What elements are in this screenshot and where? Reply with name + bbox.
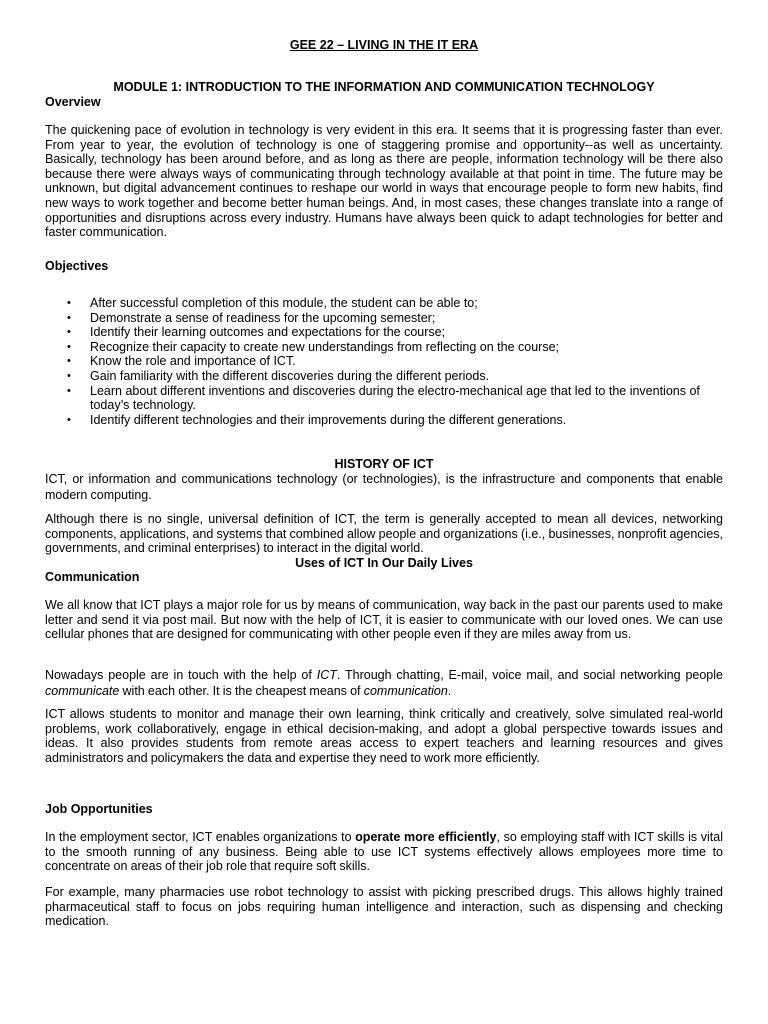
objective-item: • Identify their learning outcomes and expectations for the course; (45, 325, 723, 340)
overview-paragraph: The quickening pace of evolution in technology is very evident in this era. It seems that it is progressing faster than ever. From year to year, the evolution of technology is one of staggering promise and opportunity--as well as uncertainty. Basically, technology has been around before, and as long as there are people, information technology will be there also because there were always ways of communicating through technology available at that point in time. The future may be unknown, but digital advancement continues to reshape our world in ways that encourage people to form new habits, find new ways to work together and become better human beings. And, in most cases, these changes translate into a range of opportunities and disruptions across every industry. Humans have always been quick to adapt technologies for better and faster communication. (45, 123, 723, 240)
jobs-heading: Job Opportunities (45, 802, 153, 816)
communication-paragraph-2 (45, 667, 723, 699)
uses-heading: Uses of ICT In Our Daily Lives (295, 556, 473, 570)
jobs-body-2 (45, 885, 723, 929)
objectives-heading: Objectives (45, 259, 109, 273)
objective-item: • Demonstrate a sense of readiness for the upcoming semester; (45, 311, 723, 326)
emphasis-communicate: communicate (45, 684, 120, 698)
module-title: MODULE 1: INTRODUCTION TO THE INFORMATION AND COMMUNICATION TECHNOLOGY (113, 80, 655, 94)
history-paragraph-1: ICT, or information and communications technology (or technologies), is the infrastructure and components that enable modern computing. (45, 472, 723, 502)
communication-section (45, 570, 723, 584)
text-run: with each other. It is the cheapest means of (119, 684, 364, 698)
jobs-section (45, 802, 723, 816)
jobs-paragraph-2: For example, many pharmacies use robot technology to assist with picking prescribed drugs. This allows highly trained pharmaceutical staff to focus on jobs requiring human intelligence and interaction, such as dispensing and checking medication. (45, 885, 723, 929)
communication-paragraph-3: ICT allows students to monitor and manage their own learning, think critically and creatively, solve simulated real-world problems, work collaboratively, engage in ethical decision-making, and adopt a global perspective towards issues and ideas. It also provides students from remote areas access to expert teachers and learning resources and gives administrators and policymakers the data and expertise they need to work more efficiently. (45, 707, 723, 765)
objective-item: • After successful completion of this module, the student can be able to; (45, 296, 723, 311)
text-run: In the employment sector, ICT enables organizations to (45, 830, 356, 844)
objective-item: • Learn about different inventions and discoveries during the electro-mechanical age that led to the inventions of today’s technology. (45, 384, 723, 413)
emphasis-ict: ICT (316, 668, 337, 682)
history-paragraph-2: Although there is no single, universal definition of ICT, the term is generally accepted to mean all devices, networking components, applications, and systems that combined allow people and organizations (i.e., businesses, nonprofit agencies, governments, and criminal enterprises) to interact in the digital world. (45, 512, 723, 556)
text-run: Nowadays people are in touch with the help of (45, 668, 317, 682)
communication-body-1 (45, 598, 723, 642)
jobs-body-1 (45, 830, 723, 874)
text-run: . (447, 684, 452, 698)
objective-item: • Know the role and importance of ICT. (45, 354, 723, 369)
objectives-list-wrap (45, 296, 723, 427)
jobs-paragraph-1 (45, 830, 723, 874)
emphasis-communication: communication (363, 684, 448, 698)
objective-item: • Gain familiarity with the different discoveries during the different periods. (45, 369, 723, 384)
communication-heading: Communication (45, 570, 140, 584)
history-heading: HISTORY OF ICT (334, 457, 434, 471)
communication-body-2 (45, 667, 723, 699)
objective-item: • Identify different technologies and their improvements during the different generations. (45, 413, 723, 428)
history-body-2 (45, 512, 723, 556)
communication-body-3 (45, 707, 723, 765)
overview-heading: Overview (45, 95, 101, 109)
overview-section (45, 95, 723, 109)
overview-body (45, 123, 723, 240)
objective-item: • Recognize their capacity to create new understandings from reflecting on the course; (45, 340, 723, 355)
text-run: , so employing staff with ICT skills is vital to the smooth running of any business. Being able to use ICT systems effectively allows employees more time to concentrate on areas of their job role that require soft skills. (45, 830, 724, 874)
objectives-section (45, 259, 723, 273)
communication-paragraph-1: We all know that ICT plays a major role for us by means of communication, way back in the past our parents used to make letter and send it via post mail. But now with the help of ICT, it is easier to communicate with our loved ones. We can use cellular phones that are designed for communicating with other people even if they are miles away from us. (45, 598, 723, 642)
document-title: GEE 22 – LIVING IN THE IT ERA (289, 38, 479, 52)
text-run: . Through chatting, E-mail, voice mail, and social networking people (336, 668, 723, 682)
history-body-1 (45, 471, 723, 503)
objectives-list (45, 296, 723, 427)
bold-phrase: operate more efficiently (355, 830, 497, 844)
